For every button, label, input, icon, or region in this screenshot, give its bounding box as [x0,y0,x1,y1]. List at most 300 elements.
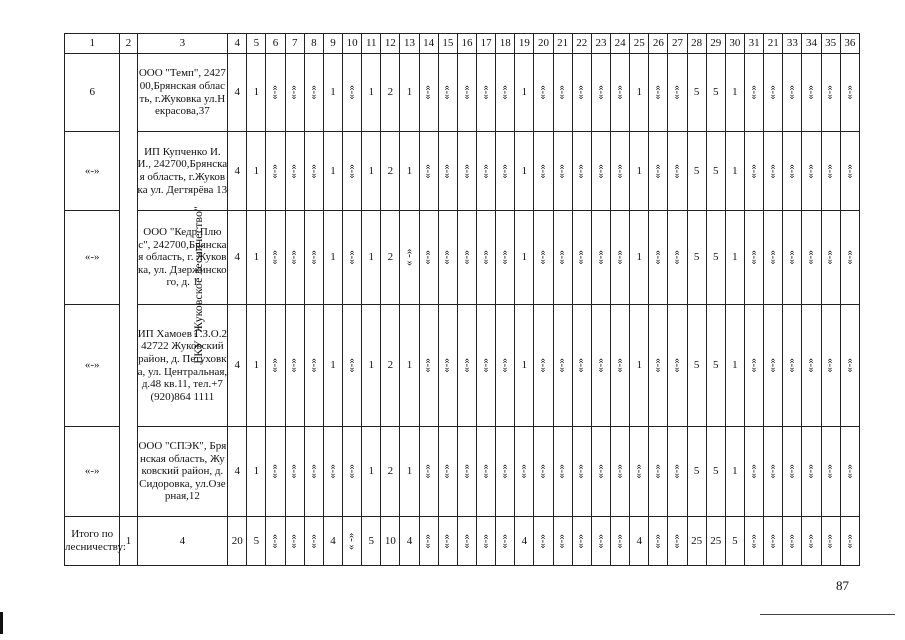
table-cell: 1 [515,211,534,305]
column-header: 33 [783,34,802,54]
dash-mark: «-» [652,163,665,179]
dash-mark: «-» [480,358,493,373]
dash-mark: «-» [308,85,321,100]
column-header: 16 [457,34,476,54]
table-cell: 1 [515,305,534,427]
table-cell [343,132,362,211]
dash-mark: «-» [346,358,359,373]
dash-mark: «-» [461,533,474,549]
dash-mark: «-» [423,533,435,549]
table-cell [591,54,610,132]
table-cell [534,132,553,211]
table-cell [496,54,515,132]
dash-mark: «-» [537,250,550,265]
table-cell [840,132,859,211]
dash-mark: «-» [499,163,512,179]
table-cell [649,305,668,427]
column-header: 23 [591,34,610,54]
column-header: 29 [706,34,725,54]
row-number-cell: «-» [65,132,120,211]
table-cell [285,305,304,427]
dash-mark: «-» [614,163,627,179]
column-header: 6 [266,34,285,54]
table-cell [419,132,438,211]
table-cell [304,305,323,427]
table-cell [840,305,859,427]
dash-mark: «-» [652,358,665,373]
column-header: 28 [687,34,706,54]
table-cell: 4 [228,427,247,517]
dash-mark: «-» [346,85,359,100]
dash-mark: «-» [671,163,684,179]
dash-mark: «-» [269,163,282,179]
dash-mark: «-» [461,464,474,479]
dash-mark: «-» [556,163,569,179]
dash-mark: «-» [844,464,857,479]
organization-cell: ООО "СПЭК", Брянская область, Жуковский район, д. Сидоровка, ул.Озерная,12 [137,427,228,517]
table-cell [783,132,802,211]
table-cell [477,517,496,566]
column-header: 11 [362,34,381,54]
column-header: 1 [65,34,120,54]
table-cell: 1 [362,54,381,132]
dash-mark: «-» [595,163,608,179]
table-cell: 2 [381,54,400,132]
column-header: 12 [381,34,400,54]
lessee-table [64,33,860,566]
row-number-cell: «-» [65,305,120,427]
dash-mark: «-» [614,85,627,100]
table-cell [802,54,821,132]
dash-mark: «-» [499,533,512,549]
table-cell [457,54,476,132]
table-cell: 5 [706,211,725,305]
table-cell [553,211,572,305]
table-cell [534,54,553,132]
dash-mark: «-» [614,250,627,265]
dash-mark: «-» [748,250,761,265]
table-cell: 1 [515,54,534,132]
table-cell [783,211,802,305]
total-cell: 4 [137,517,228,566]
organization-cell: ООО "Кедр Плюс", 242700,Брянская область, г. Жуковка, ул. Дзержинского, д. 1 [137,211,228,305]
table-cell [323,427,342,517]
table-cell [611,517,630,566]
footer-rule [760,614,895,615]
dash-mark: «-» [442,85,455,100]
dash-mark: «-» [633,464,646,479]
table-cell: 4 [323,517,342,566]
dash-mark: «-» [269,250,282,265]
table-cell: 1 [247,54,266,132]
table-cell [304,132,323,211]
table-cell: 5 [706,132,725,211]
table-cell [821,54,840,132]
table-row [65,427,860,517]
table-cell [745,305,764,427]
column-header: 9 [323,34,342,54]
dash-mark: «-» [652,533,665,549]
dash-mark: «-» [576,533,589,549]
table-cell [649,517,668,566]
dash-mark: «-» [423,250,435,265]
table-cell [477,211,496,305]
table-cell [496,211,515,305]
table-cell [266,211,285,305]
dash-mark: «-» [423,85,435,100]
dash-mark: «-» [480,464,493,479]
column-header: 14 [419,34,438,54]
table-cell [304,54,323,132]
dash-mark: «-» [289,85,302,100]
row-number-cell: 6 [65,54,120,132]
dash-mark: «-» [537,464,550,479]
table-cell [343,211,362,305]
dash-mark: «-» [786,85,799,100]
dash-mark: «-» [786,533,799,549]
dash-mark: «-» [576,464,589,479]
table-cell [783,517,802,566]
table-cell [764,132,783,211]
table-row [65,305,860,427]
dash-mark: «-» [671,85,684,100]
dash-mark: «-» [824,358,837,373]
table-cell [285,427,304,517]
dash-mark: «-» [537,163,550,179]
table-cell: 5 [362,517,381,566]
table-cell [343,517,362,566]
dash-mark: «-» [480,250,493,265]
table-cell: 1 [247,132,266,211]
table-cell [745,427,764,517]
table-cell [419,54,438,132]
table-cell: 25 [706,517,725,566]
table-cell [591,305,610,427]
dash-mark: «-» [346,464,359,479]
table-cell [285,132,304,211]
table-cell [802,305,821,427]
dash-mark: «-» [327,464,340,479]
dash-mark: «-» [289,464,302,479]
dash-mark: «-» [576,85,589,100]
table-cell [840,517,859,566]
table-cell [285,517,304,566]
table-cell: 5 [687,305,706,427]
table-cell: 1 [630,305,649,427]
column-header: 21 [764,34,783,54]
table-cell [457,517,476,566]
dash-mark: «-» [556,533,569,549]
row-number-cell: «-» [65,427,120,517]
table-cell [400,211,419,305]
dash-mark: «-» [614,464,627,479]
dash-mark: «-» [786,358,799,373]
table-cell [611,132,630,211]
table-cell [304,211,323,305]
table-cell [764,54,783,132]
table-cell [534,427,553,517]
table-cell: 1 [362,211,381,305]
table-cell: 2 [381,305,400,427]
dash-mark: «-» [442,163,455,179]
dash-mark: «-» [556,464,569,479]
dash-mark: «-» [308,250,321,265]
dash-mark: «-» [824,163,837,179]
table-cell [496,427,515,517]
table-cell: 10 [381,517,400,566]
table-cell [266,305,285,427]
dash-mark: «-» [824,464,837,479]
table-cell [745,54,764,132]
table-cell: 1 [362,427,381,517]
table-cell: 4 [228,132,247,211]
table-cell [649,54,668,132]
table-cell: 5 [706,54,725,132]
dash-mark: «-» [423,464,435,479]
table-cell [553,427,572,517]
dash-mark: «-» [748,85,761,100]
total-label-cell: Итого по лесничеству: [65,517,120,566]
dash-mark: «-» [614,533,627,549]
dash-mark: «-» [346,250,359,265]
table-cell [591,211,610,305]
table-cell [840,211,859,305]
table-cell: 1 [323,54,342,132]
dash-mark: «-» [346,163,359,179]
dash-mark: «-» [499,464,512,479]
table-cell [611,427,630,517]
dash-mark: «-» [480,85,493,100]
column-header: 13 [400,34,419,54]
table-cell: 1 [400,54,419,132]
dash-mark: «-» [442,358,455,373]
column-header: 21 [553,34,572,54]
table-cell [572,132,591,211]
table-cell [343,427,362,517]
table-cell: 1 [362,305,381,427]
dash-mark: «-» [652,250,665,265]
dash-mark: «-» [308,533,321,549]
table-cell [438,305,457,427]
table-cell: 4 [400,517,419,566]
table-cell [343,305,362,427]
table-cell [572,305,591,427]
dash-mark: «-» [595,85,608,100]
table-cell [438,211,457,305]
table-cell: 1 [630,211,649,305]
table-cell [553,54,572,132]
dash-mark: «-» [442,464,455,479]
table-cell: 1 [247,427,266,517]
dash-mark: «-» [824,85,837,100]
dash-mark: «-» [269,533,282,549]
table-cell [266,132,285,211]
table-cell [764,517,783,566]
table-row [65,211,860,305]
column-header: 22 [572,34,591,54]
dash-mark: «-» [308,163,321,179]
dash-mark: «-» [824,250,837,265]
table-cell: 1 [247,305,266,427]
table-cell [496,132,515,211]
dash-mark: «-» [805,163,818,179]
forestry-name: ГКУ "Жуковское лесничество" [191,206,206,364]
table-cell [821,211,840,305]
dash-mark: «- » [403,248,416,267]
column-header: 2 [120,34,137,54]
dash-mark: «-» [499,250,512,265]
table-cell [840,427,859,517]
table-cell [649,132,668,211]
dash-mark: «-» [844,358,857,373]
dash-mark: «-» [499,85,512,100]
table-cell [572,517,591,566]
dash-mark: «-» [537,358,550,373]
table-cell [649,211,668,305]
dash-mark: «-» [423,163,435,179]
table-cell: 1 [515,132,534,211]
dash-mark: «-» [556,358,569,373]
dash-mark: «-» [767,358,780,373]
table-cell [668,517,687,566]
table-cell [668,54,687,132]
scan-margin-mark [0,612,3,634]
dash-mark: «-» [595,358,608,373]
table-cell: 5 [725,517,744,566]
table-cell: 1 [323,305,342,427]
table-cell [438,132,457,211]
column-header: 35 [821,34,840,54]
dash-mark: «-» [614,358,627,373]
table-cell [668,132,687,211]
table-cell [419,427,438,517]
column-header: 20 [534,34,553,54]
table-cell: 4 [630,517,649,566]
table-cell [821,427,840,517]
column-header: 18 [496,34,515,54]
table-cell: 1 [323,211,342,305]
table-cell [438,54,457,132]
table-cell [534,305,553,427]
dash-mark: «-» [480,163,493,179]
column-header: 25 [630,34,649,54]
table-cell: 5 [247,517,266,566]
dash-mark: «-» [767,250,780,265]
table-cell [745,211,764,305]
table-row [65,54,860,132]
dash-mark: «-» [269,358,282,373]
table-cell: 5 [687,427,706,517]
table-cell [630,427,649,517]
dash-mark: «-» [844,163,857,179]
table-cell: 5 [687,211,706,305]
table-cell [802,211,821,305]
column-header: 15 [438,34,457,54]
dash-mark: «-» [595,464,608,479]
header-row [65,34,860,54]
table-cell: 4 [228,211,247,305]
dash-mark: «-» [767,533,780,549]
table-cell [591,132,610,211]
table-cell [343,54,362,132]
dash-mark: «-» [442,250,455,265]
dash-mark: «-» [556,250,569,265]
dash-mark: «-» [269,85,282,100]
dash-mark: «-» [748,533,761,549]
table-cell [496,305,515,427]
table-cell [285,211,304,305]
column-header: 5 [247,34,266,54]
table-cell: 1 [725,427,744,517]
dash-mark: «-» [289,358,302,373]
dash-mark: «-» [844,250,857,265]
row-number-cell: «-» [65,211,120,305]
total-cell: 1 [120,517,137,566]
table-cell [419,517,438,566]
dash-mark: «-» [576,250,589,265]
table-cell [783,427,802,517]
table-cell: 1 [725,305,744,427]
column-header: 8 [304,34,323,54]
table-cell [534,517,553,566]
table-cell [515,427,534,517]
table-cell [802,132,821,211]
dash-mark: «-» [480,533,493,549]
table-cell: 1 [630,132,649,211]
table-cell [438,517,457,566]
table-cell [266,517,285,566]
table-cell [304,427,323,517]
dash-mark: «-» [308,464,321,479]
dash-mark: «-» [767,163,780,179]
organization-cell: ООО "Темп", 242700,Брянская область, г.Жуковка ул.Некрасова,37 [137,54,228,132]
table-cell [572,211,591,305]
table-cell: 2 [381,132,400,211]
dash-mark: «-» [767,464,780,479]
dash-mark: «-» [461,163,474,179]
dash-mark: «-» [499,358,512,373]
table-cell [591,427,610,517]
column-header: 26 [649,34,668,54]
column-header: 17 [477,34,496,54]
dash-mark: «-» [805,250,818,265]
table-cell [572,54,591,132]
dash-mark: «-» [805,85,818,100]
dash-mark: «-» [576,358,589,373]
organization-cell: ИП Хамоев Г.З.О.242722 Жуковский район, д. Петуховка, ул. Центральная, д.48 кв.11, тел.+7(920)864 1111 [137,305,228,427]
dash-mark: «-» [518,464,531,479]
table-cell: 1 [725,211,744,305]
dash-mark: «-» [537,85,550,100]
table-cell [285,54,304,132]
dash-mark: «-» [671,250,684,265]
table-cell: 1 [630,54,649,132]
table-cell [745,517,764,566]
dash-mark: «-» [786,250,799,265]
dash-mark: «-» [748,358,761,373]
column-header: 3 [137,34,228,54]
table-cell [764,211,783,305]
table-cell: 2 [381,427,400,517]
table-cell: 1 [400,305,419,427]
column-header: 36 [840,34,859,54]
column-header: 4 [228,34,247,54]
dash-mark: «-» [805,533,818,549]
table-cell [553,517,572,566]
dash-mark: «-» [671,533,684,549]
table-cell [649,427,668,517]
table-cell: 4 [228,54,247,132]
